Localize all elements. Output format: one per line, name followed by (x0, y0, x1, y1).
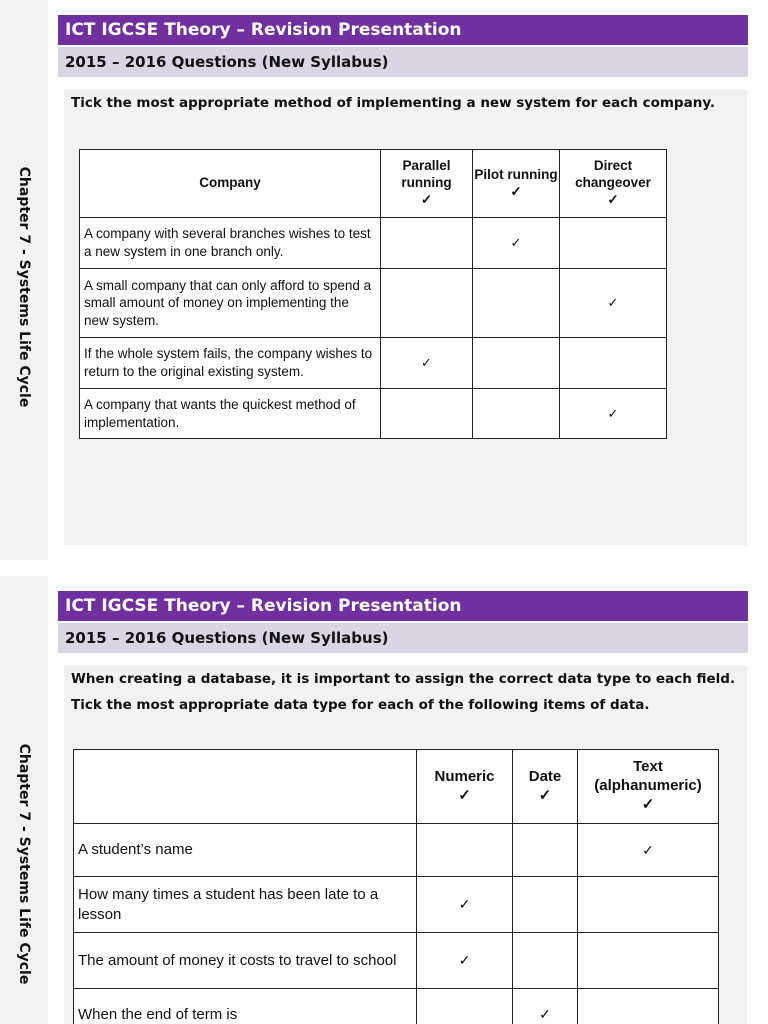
tick-cell[interactable] (417, 989, 513, 1024)
tick-cell[interactable] (578, 933, 719, 989)
question-instruction: Tick the most appropriate method of implementing a new system for each company. (71, 95, 716, 111)
table-row (80, 338, 667, 389)
tick-cell[interactable] (473, 389, 560, 439)
table-row (74, 824, 719, 877)
table-row (74, 933, 719, 989)
tick-cell[interactable] (513, 933, 578, 989)
tick-cell[interactable] (473, 338, 560, 389)
question-instruction: Tick the most appropriate data type for each of the following items of data. (71, 697, 650, 713)
slide-title: ICT IGCSE Theory – Revision Presentation (58, 15, 748, 45)
row-description: How many times a student has been late to a lesson (74, 877, 417, 933)
slide-title: ICT IGCSE Theory – Revision Presentation (58, 591, 748, 621)
tick-cell[interactable] (473, 269, 560, 338)
question-panel (64, 89, 747, 545)
column-header-parallel-running: Parallel running ✓ (381, 150, 473, 218)
header-tick-icon: ✓ (510, 183, 522, 199)
tick-cell[interactable] (381, 269, 473, 338)
slide-2 (0, 576, 768, 1024)
row-description: When the end of term is (74, 989, 417, 1024)
tick-cell[interactable]: ✓ (417, 877, 513, 933)
tick-cell[interactable]: ✓ (578, 824, 719, 877)
tick-cell[interactable]: ✓ (417, 933, 513, 989)
implementation-method-table (79, 149, 667, 439)
column-header-item (74, 750, 417, 824)
chapter-side-label-text: Chapter 7 - Systems Life Cycle (16, 166, 32, 408)
table-header-row (74, 750, 719, 824)
tick-cell[interactable] (578, 877, 719, 933)
slide-subtitle: 2015 – 2016 Questions (New Syllabus) (58, 623, 748, 653)
table-row (80, 389, 667, 439)
header-tick-icon: ✓ (420, 191, 433, 207)
column-header-direct-changeover: Direct changeover ✓ (560, 150, 667, 218)
header-tick-icon: ✓ (538, 786, 552, 804)
row-description: The amount of money it costs to travel to school (74, 933, 417, 989)
tick-cell[interactable] (560, 338, 667, 389)
header-tick-icon: ✓ (641, 795, 655, 813)
tick-cell[interactable] (578, 989, 719, 1024)
table-row (74, 989, 719, 1024)
slide-subtitle: 2015 – 2016 Questions (New Syllabus) (58, 47, 748, 77)
table-row (80, 269, 667, 338)
tick-cell[interactable]: ✓ (560, 269, 667, 338)
row-description: A company that wants the quickest method of implementation. (80, 389, 381, 439)
question-panel (64, 665, 747, 1024)
tick-cell[interactable] (381, 218, 473, 269)
header-tick-icon: ✓ (607, 191, 619, 207)
tick-cell[interactable] (417, 824, 513, 877)
question-instruction: When creating a database, it is important to assign the correct data type to each field. (71, 671, 736, 687)
data-type-table (73, 749, 719, 1024)
row-description: A company with several branches wishes to test a new system in one branch only. (80, 218, 381, 269)
tick-cell[interactable]: ✓ (513, 989, 578, 1024)
chapter-side-label-text: Chapter 7 - Systems Life Cycle (16, 743, 32, 985)
column-header-pilot-running: Pilot running ✓ (473, 150, 560, 218)
row-description: If the whole system fails, the company wishes to return to the original existing system. (80, 338, 381, 389)
column-header-text: Text (alphanumeric) ✓ (578, 750, 719, 824)
column-header-company: Company (80, 150, 381, 218)
tick-cell[interactable] (381, 389, 473, 439)
header-tick-icon: ✓ (458, 786, 471, 804)
row-description: A student’s name (74, 824, 417, 877)
tick-cell[interactable] (513, 877, 578, 933)
tick-cell[interactable]: ✓ (560, 389, 667, 439)
table-row (80, 218, 667, 269)
tick-cell[interactable] (560, 218, 667, 269)
tick-cell[interactable]: ✓ (473, 218, 560, 269)
tick-cell[interactable]: ✓ (381, 338, 473, 389)
table-header-row (80, 150, 667, 218)
row-description: A small company that can only afford to spend a small amount of money on implementing the new system. (80, 269, 381, 338)
table-row (74, 877, 719, 933)
column-header-numeric: Numeric ✓ (417, 750, 513, 824)
column-header-date: Date ✓ (513, 750, 578, 824)
tick-cell[interactable] (513, 824, 578, 877)
